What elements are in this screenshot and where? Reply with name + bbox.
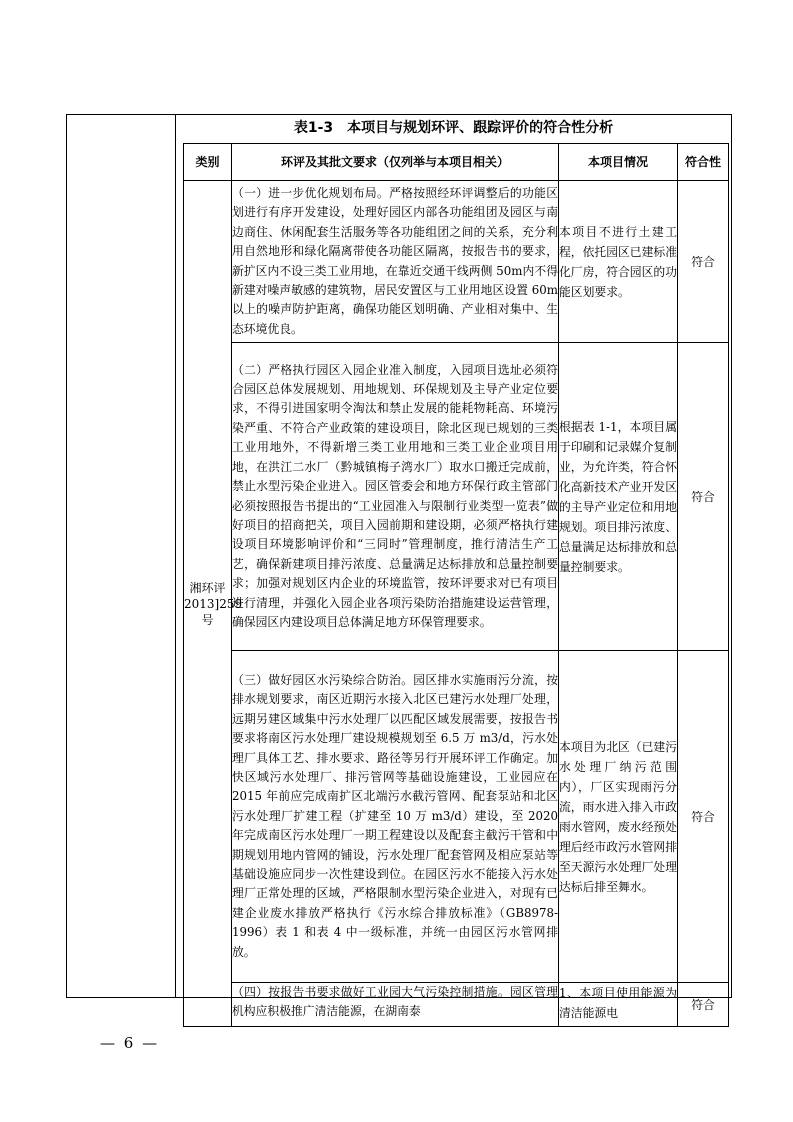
requirement-cell: （三）做好园区水污染综合防治。园区排水实施雨污分流，按排水规划要求，南区近期污水接入北区已建污水处理厂处理，远期另建区域集中污水处理厂以匹配区域发展需要，按报告书要求将南区污水处理厂建设规模规划至 6.5 万 m3/d，污水处理厂具体工艺、排水要求、路径等另行开展环评工作确定。加快区域污水处理厂、排污管网等基础设施建设，工业园应在 2015 年前应完成南扩区北端污水截污管网、配套泵站和北区污水处理厂扩建工程（扩建至 10 万 m3/d）建设，至 2020 年完成南区污水处理厂一期工程建设以及配套主截污干管和中期规划用地内管网的铺设，污水处理厂配套管网及相应泵站等基础设施应同步一次性建设到位。在园区污水不能接入污水处理厂正常处理的区域，严格限制水型污染企业进入，对现有已建企业废水排放严格执行《污水综合排放标准》（GB8978-1996）表 1 和表 4 中一级标准，并统一由园区污水管网排放。: [232, 651, 559, 983]
project-cell: 本项目为北区（已建污水处理厂纳污范围内），厂区实现雨污分流，雨水进入排入市政雨水管网，废水经预处理后经市政污水管网排至天源污水处理厂处理达标后排至舞水。: [559, 651, 678, 983]
frame-inner-divider: [175, 114, 176, 998]
requirement-cell: （四）按报告书要求做好工业园大气污染控制措施。园区管理机构应积极推广清洁能源，在湖南泰: [232, 983, 559, 1027]
compliance-cell: 符合: [678, 983, 729, 1027]
header-category: 类别: [184, 144, 232, 181]
page-number: — 6 —: [100, 1034, 160, 1052]
project-cell: 本项目不进行土建工程，依托园区已建标准化厂房，符合园区的功能区划要求。: [559, 181, 678, 343]
table-title: 表1-3 本项目与规划环评、跟踪评价的符合性分析: [293, 120, 614, 136]
compliance-cell: 符合: [678, 651, 729, 983]
table-row: [184, 343, 729, 651]
table-row: [184, 181, 729, 343]
compliance-table: [183, 143, 729, 1027]
compliance-cell: 符合: [678, 343, 729, 651]
compliance-cell: 符合: [678, 181, 729, 343]
table-row: [184, 651, 729, 983]
project-cell: 根据表 1-1，本项目属于印刷和记录媒介复制业，为允许类，符合怀化高新技术产业开发区的主导产业定位和用地规划。项目排污浓度、总量满足达标排放和总量控制要求。: [559, 343, 678, 651]
table-row: [184, 983, 729, 1027]
requirement-cell: （一）进一步优化规划布局。严格按照经环评调整后的功能区划进行有序开发建设，处理好园区内部各功能组团及园区与南边商住、休闲配套生活服务等各功能组团之间的关系，充分利用自然地形和绿化隔离带使各功能区隔离，按报告书的要求，新扩区内不设三类工业用地，在靠近交通干线两侧 50m内不得新建对噪声敏感的建筑物，居民安置区与工业用地区设置 60m 以上的噪声防护距离，确保功能区划明确、产业相对集中、生态环境优良。: [232, 181, 559, 343]
header-requirement: 环评及其批文要求（仅列举与本项目相关）: [232, 144, 559, 181]
header-compliance: 符合性: [678, 144, 729, 181]
category-cell: 湘环评2013]259号: [184, 181, 232, 1027]
header-project: 本项目情况: [559, 144, 678, 181]
requirement-cell: （二）严格执行园区入园企业准入制度，入园项目选址必须符合园区总体发展规划、用地规划、环保规划及主导产业定位要求，不得引进国家明令淘汰和禁止发展的能耗物耗高、环境污染严重、不符合产业政策的建设项目，除北区现已规划的三类工业用地外，不得新增三类工业用地和三类工业企业项目用地，在洪江二水厂（黔城镇梅子湾水厂）取水口搬迁完成前，禁止水型污染企业进入。园区管委会和地方环保行政主管部门必须按照报告书提出的“工业园准入与限制行业类型一览表”做好项目的招商把关，项目入园前期和建设期，必须严格执行建设项目环境影响评价和“三同时”管理制度，推行清洁生产工艺，确保新建项目排污浓度、总量满足达标排放和总量控制要求；加强对规划区内企业的环境监管，按环评要求对已有项目进行清理，并强化入园企业各项污染防治措施建设运营管理，确保园区内建设项目总体满足地方环保管理要求。: [232, 343, 559, 651]
table-header-row: [184, 144, 729, 181]
project-cell: 1、本项目使用能源为清洁能源电: [559, 983, 678, 1027]
